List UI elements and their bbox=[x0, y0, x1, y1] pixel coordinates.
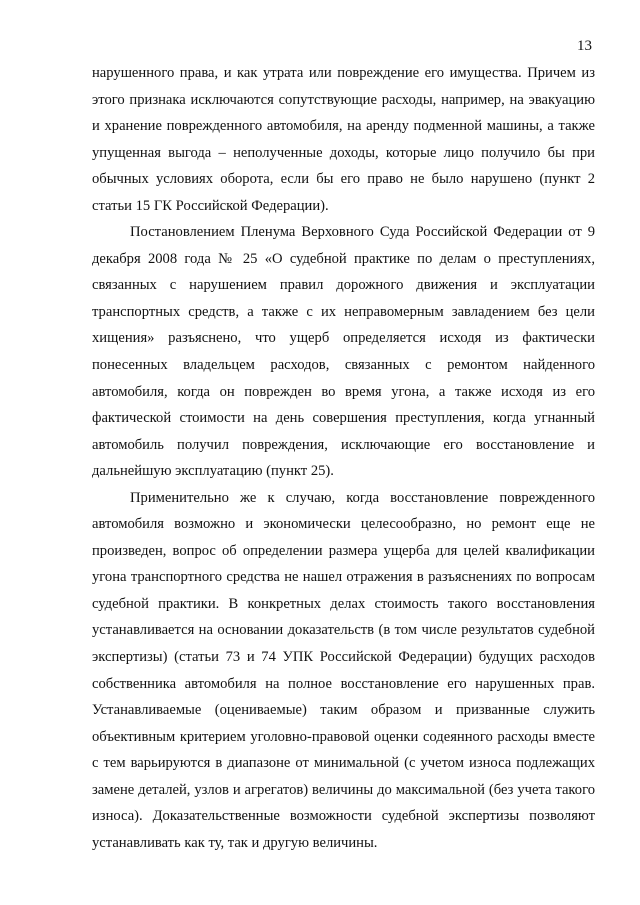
paragraph-restoration-cost: Применительно же к случаю, когда восстановление поврежденного автомобиля возможно и экономически целесообразно, но ремонт еще не произведен, вопрос об определении размера ущерба для целей квалификации угона транспортного средства не нашел отражения в разъяснениях по вопросам судебной практики. В конкретных делах стоимость такого восстановления устанавливается на основании доказательств (в том числе результатов судебной экспертизы) (статьи 73 и 74 УПК Российской Федерации) будущих расходов собственника автомобиля на полное восстановление его нарушенных прав. Устанавливаемые (оцениваемые) таким образом и призванные служить объективным критерием уголовно-правовой оценки содеянного расходы вместе с тем варьируются в диапазоне от минимальной (с учетом износа подлежащих замене деталей, узлов и агрегатов) величины до максимальной (без учета такого износа). Доказательственные возможности судебной экспертизы позволяют устанавливать как ту, так и другую величины. bbox=[92, 489, 595, 851]
body-text bbox=[92, 60, 595, 856]
paragraph-plenum-resolution: Постановлением Пленума Верховного Суда Российской Федерации от 9 декабря 2008 года № 25 «О судебной практике по делам о преступлениях, связанных с нарушением правил дорожного движения и эксплуатации транспортных средств, а также с их неправомерным завладением без цели хищения» разъяснено, что ущерб определяется исходя из фактически понесенных владельцем расходов, связанных с ремонтом найденного автомобиля, когда он поврежден во время угона, а также исходя из его фактической стоимости на день совершения преступления, когда угнанный автомобиль получил повреждения, исключающие его восстановление и дальнейшую эксплуатацию (пункт 25). bbox=[92, 224, 595, 480]
paragraph-continuation: нарушенного права, и как утрата или повреждение его имущества. Причем из этого признака исключаются сопутствующие расходы, например, на эвакуацию и хранение поврежденного автомобиля, на аренду подменной машины, а также упущенная выгода – неполученные доходы, которые лицо получило бы при обычных условиях оборота, если бы его право не было нарушено (пункт 2 статьи 15 ГК Российской Федерации). bbox=[92, 65, 595, 214]
page-number: 13 bbox=[577, 38, 592, 54]
